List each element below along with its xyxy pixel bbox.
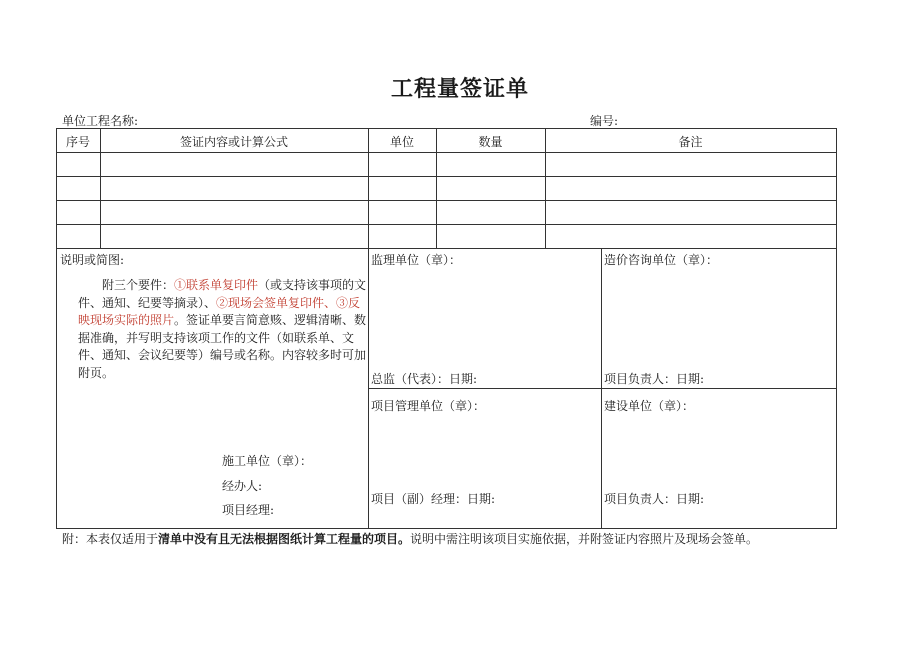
footer-prefix: 附：本表仅适用于	[62, 532, 159, 546]
page-title: 工程量签证单	[390, 77, 529, 102]
header-remarks: 备注	[678, 135, 703, 149]
number-label: 编号:	[590, 114, 619, 128]
header-serial: 序号	[65, 135, 90, 149]
chief-supervisor-label: 总监（代表）：日期:	[371, 372, 478, 386]
notes-body-part: （或支持该事项的文件、通知、纪要等摘录）、	[78, 278, 367, 310]
footer-suffix: 说明中需注明该项目实施依据，并附签证内容照片及现场会签单。	[410, 532, 759, 546]
footer-bold: 清单中没有且无法根据图纸计算工程量的项目。	[158, 532, 411, 546]
cost-consult-unit-label: 造价咨询单位（章）：	[604, 253, 719, 267]
notes-body	[78, 277, 370, 382]
notes-body-part-red: ①联系单复印件	[174, 278, 259, 292]
notes-body-part: 。签证单要言简意赅、逻辑清晰、数据准确，并写明支持该项工作的文件（如联系单、文件、通知、会议纪要等）编号或名称。内容较多时可加附页。	[78, 313, 367, 380]
construction-unit-label: 施工单位（章）：	[222, 454, 313, 468]
pm-unit-label: 项目管理单位（章）：	[371, 399, 486, 413]
builder-unit-label: 建设单位（章）：	[604, 399, 695, 413]
notes-label: 说明或简图:	[60, 253, 125, 267]
notes-body-part: 附三个要件：	[78, 278, 175, 292]
project-manager-label: 项目经理:	[222, 503, 275, 517]
handler-label: 经办人:	[222, 479, 263, 493]
supervision-unit-label: 监理单位（章）：	[371, 253, 462, 267]
footer-note	[62, 530, 758, 547]
cost-leader-label: 项目负责人：日期:	[604, 372, 705, 386]
header-quantity: 数量	[478, 135, 503, 149]
pm-deputy-label: 项目（副）经理：日期:	[371, 492, 496, 506]
header-content: 签证内容或计算公式	[179, 135, 288, 149]
notes-body-part-red: ②现场会签单复印件、③反映现场实际的照片	[78, 295, 361, 327]
header-unit: 单位	[389, 135, 414, 149]
project-name-label: 单位工程名称:	[62, 114, 139, 128]
builder-leader-label: 项目负责人：日期:	[604, 492, 705, 506]
